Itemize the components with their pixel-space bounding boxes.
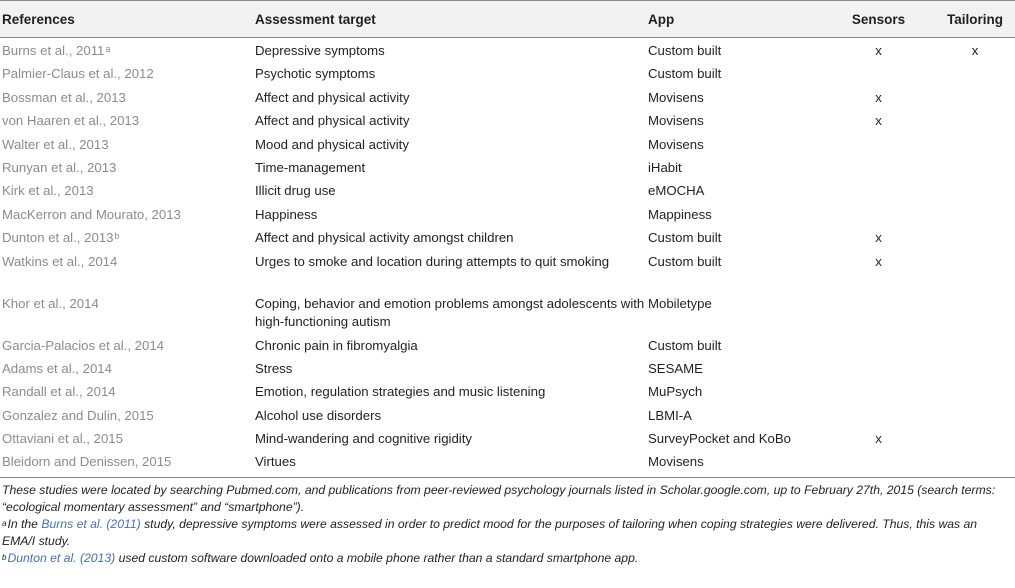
tailoring-cell: x xyxy=(971,43,979,58)
footnote-a-pre: In the xyxy=(7,516,42,531)
app-cell: Custom built xyxy=(648,43,722,58)
header-assessment-target: Assessment target xyxy=(255,11,376,27)
reference-cell[interactable] xyxy=(0,426,253,449)
sensors-cell: x xyxy=(875,43,882,58)
reference-cell[interactable] xyxy=(0,225,253,248)
reference-cell[interactable] xyxy=(0,202,253,225)
tailoring-cell xyxy=(933,449,1015,476)
assessment-target-cell: Affect and physical activity xyxy=(255,89,410,105)
sensors-cell: x xyxy=(875,89,882,105)
assessment-target-cell: Affect and physical activity amongst children xyxy=(255,230,514,246)
sensors-cell: x xyxy=(875,230,882,246)
header-tailoring: Tailoring xyxy=(947,11,1003,27)
assessment-target-cell: Mood and physical activity xyxy=(255,136,409,152)
sensors-cell: x xyxy=(875,113,882,129)
tailoring-cell xyxy=(933,379,1015,402)
sensors-cell xyxy=(822,333,933,356)
app-cell: eMOCHA xyxy=(648,183,705,199)
reference-cell[interactable] xyxy=(0,379,253,402)
app-cell: Custom built xyxy=(648,253,722,269)
footnote-a-citation-link[interactable]: Burns et al. (2011) xyxy=(41,516,141,531)
app-cell: Custom built xyxy=(648,66,722,82)
sensors-cell xyxy=(822,449,933,476)
reference-text[interactable]: Adams et al., 2014 xyxy=(2,360,112,376)
assessment-target-cell: Stress xyxy=(255,360,293,376)
reference-text[interactable]: Ottaviani et al., 2015 xyxy=(2,431,123,447)
assessment-target-cell: Chronic pain in fibromyalgia xyxy=(255,337,418,353)
reference-text[interactable]: Runyan et al., 2013 xyxy=(2,159,117,175)
assessment-target-cell: Happiness xyxy=(255,206,318,222)
tailoring-cell xyxy=(933,403,1015,426)
table-row xyxy=(0,333,1015,356)
sensors-cell xyxy=(822,379,933,402)
app-cell: MuPsych xyxy=(648,384,703,400)
sensors-cell xyxy=(822,178,933,201)
reference-cell[interactable] xyxy=(0,403,253,426)
table-row xyxy=(0,291,1015,333)
tailoring-cell xyxy=(933,333,1015,356)
app-cell: SurveyPocket and KoBo xyxy=(648,431,791,447)
app-cell: LBMI-A xyxy=(648,407,692,423)
table-row xyxy=(0,61,1015,84)
reference-text[interactable]: Walter et al., 2013 xyxy=(2,136,109,152)
footnote-a-post: study, depressive symptoms were assessed in order to predict mood for the purposes of tailoring when coping strategies were delivered. Thus, this was an EMA/I study. xyxy=(2,516,978,548)
reference-text[interactable]: Watkins et al., 2014 xyxy=(2,253,118,269)
table-row xyxy=(0,225,1015,248)
reference-cell[interactable] xyxy=(0,85,253,108)
header-sensors: Sensors xyxy=(851,11,906,27)
tailoring-cell xyxy=(933,108,1015,131)
reference-text[interactable]: Khor et al., 2014 xyxy=(2,295,99,311)
app-cell: Movisens xyxy=(648,113,704,129)
table-row xyxy=(0,249,1015,291)
sensors-cell xyxy=(822,202,933,225)
assessment-target-cell: Illicit drug use xyxy=(255,183,336,199)
sensors-cell xyxy=(822,356,933,379)
assessment-target-cell: Psychotic symptoms xyxy=(255,66,376,82)
reference-text[interactable]: Kirk et al., 2013 xyxy=(2,183,94,199)
assessment-target-cell: Emotion, regulation strategies and music listening xyxy=(255,384,546,400)
reference-text[interactable]: MacKerron and Mourato, 2013 xyxy=(2,206,181,222)
reference-cell[interactable] xyxy=(0,333,253,356)
sensors-cell: x xyxy=(875,253,882,269)
assessment-target-cell: Virtues xyxy=(255,454,296,470)
reference-cell[interactable] xyxy=(0,249,253,291)
header-row xyxy=(0,1,1015,38)
header-app: App xyxy=(648,11,675,27)
table-row xyxy=(0,132,1015,155)
sensors-cell xyxy=(822,61,933,84)
assessment-target-cell: Time-management xyxy=(255,159,366,175)
reference-text[interactable]: Bossman et al., 2013 xyxy=(2,89,126,105)
table-row xyxy=(0,403,1015,426)
tailoring-cell xyxy=(933,225,1015,248)
table-row xyxy=(0,449,1015,476)
tailoring-cell xyxy=(933,155,1015,178)
app-cell: Mappiness xyxy=(648,206,712,222)
table-row xyxy=(0,426,1015,449)
app-cell: Movisens xyxy=(648,136,704,152)
reference-cell[interactable] xyxy=(0,132,253,155)
reference-cell[interactable] xyxy=(0,449,253,476)
table-header xyxy=(0,1,1015,38)
footnote-b-citation-link[interactable]: Dunton et al. (2013) xyxy=(7,550,116,565)
app-cell: Custom built xyxy=(648,230,722,246)
tailoring-cell xyxy=(933,291,1015,333)
reference-cell[interactable] xyxy=(0,178,253,201)
footnote-a xyxy=(2,516,1013,550)
tailoring-cell xyxy=(933,426,1015,449)
reference-cell[interactable] xyxy=(0,61,253,84)
sensors-cell xyxy=(822,132,933,155)
sensors-cell xyxy=(822,403,933,426)
reference-cell[interactable] xyxy=(0,38,253,62)
table-row xyxy=(0,202,1015,225)
tailoring-cell xyxy=(933,132,1015,155)
footnote-main: These studies were located by searching Pubmed.com, and publications from peer-reviewed psychology journals listed in Scholar.google.com, up to February 27th, 2015 (search terms: “ecological momentary assessment” and “smartphone”). xyxy=(2,482,996,514)
reference-cell[interactable] xyxy=(0,356,253,379)
reference-text[interactable]: von Haaren et al., 2013 xyxy=(2,113,140,129)
table-row xyxy=(0,85,1015,108)
sensors-cell xyxy=(822,155,933,178)
reference-cell[interactable] xyxy=(0,108,253,131)
app-cell: Mobiletype xyxy=(648,295,712,311)
reference-text[interactable]: Garcia-Palacios et al., 2014 xyxy=(2,337,164,353)
app-cell: Custom built xyxy=(648,337,722,353)
assessment-target-cell: Mind-wandering and cognitive rigidity xyxy=(255,431,472,447)
footnote-a-mark: a xyxy=(2,518,7,528)
assessment-target-cell: Depressive symptoms xyxy=(255,43,385,58)
table-row xyxy=(0,108,1015,131)
reference-text[interactable]: Palmier-Claus et al., 2012 xyxy=(2,66,154,82)
reference-cell[interactable] xyxy=(0,155,253,178)
table-row xyxy=(0,155,1015,178)
assessment-target-cell: Urges to smoke and location during attempts to quit smoking xyxy=(255,253,610,269)
tailoring-cell xyxy=(933,178,1015,201)
app-cell: Movisens xyxy=(648,454,704,470)
assessment-target-cell: Affect and physical activity xyxy=(255,113,410,129)
table-footnotes xyxy=(0,477,1015,567)
footnote-b xyxy=(2,550,1013,567)
tailoring-cell xyxy=(933,61,1015,84)
app-cell: Movisens xyxy=(648,89,704,105)
footnote-b-post: used custom software downloaded onto a mobile phone rather than a standard smartphone app. xyxy=(115,550,639,565)
sensors-cell xyxy=(822,291,933,333)
tailoring-cell xyxy=(933,85,1015,108)
sensors-cell: x xyxy=(875,431,882,447)
reference-text[interactable]: Gonzalez and Dulin, 2015 xyxy=(2,407,154,423)
tailoring-cell xyxy=(933,249,1015,291)
app-cell: iHabit xyxy=(648,159,682,175)
assessment-target-cell: Alcohol use disorders xyxy=(255,407,382,423)
table-body xyxy=(0,38,1015,477)
header-references: References xyxy=(2,11,75,27)
table-row xyxy=(0,38,1015,62)
app-cell: SESAME xyxy=(648,360,703,376)
assessment-target-cell: Coping, behavior and emotion problems amongst adolescents with high-functioning autism xyxy=(255,295,645,329)
footnote-b-mark: b xyxy=(2,552,7,562)
reference-text[interactable]: Burns et al., 2011 xyxy=(2,43,105,58)
reference-text[interactable]: Bleidorn and Denissen, 2015 xyxy=(2,454,172,470)
tailoring-cell xyxy=(933,202,1015,225)
reference-text[interactable]: Dunton et al., 2013 xyxy=(2,230,114,246)
tailoring-cell xyxy=(933,356,1015,379)
table-row xyxy=(0,379,1015,402)
table-row xyxy=(0,356,1015,379)
reference-cell[interactable] xyxy=(0,291,253,333)
reference-text[interactable]: Randall et al., 2014 xyxy=(2,384,116,400)
table-row xyxy=(0,178,1015,201)
footnote-marker: a xyxy=(105,44,111,54)
footnote-marker: b xyxy=(114,231,120,242)
